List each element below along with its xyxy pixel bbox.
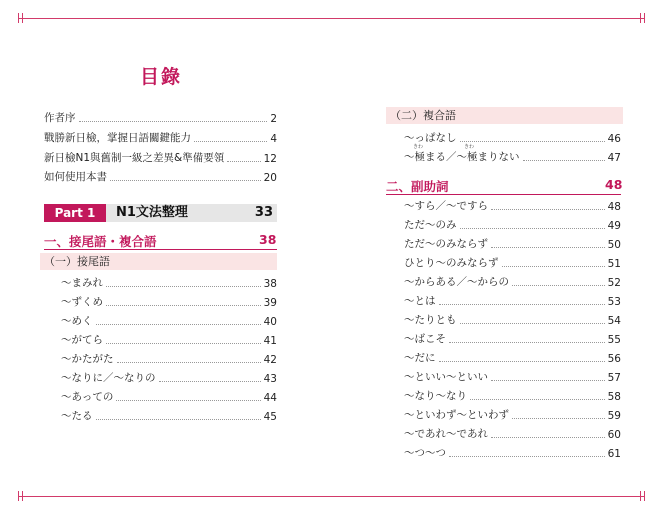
toc-entry-page: 49	[607, 220, 621, 232]
dot-leader	[512, 417, 605, 419]
dot-leader	[96, 418, 261, 420]
toc-entry[interactable]	[404, 256, 621, 270]
toc-entry-text: ただ～のみ	[404, 219, 457, 231]
toc-entry-text: ～だに	[404, 352, 436, 364]
bottom-left-tick	[18, 491, 19, 501]
dot-leader	[117, 361, 261, 363]
part-page: 33	[254, 205, 273, 220]
toc-entry[interactable]	[44, 111, 277, 125]
toc-entry-page: 38	[263, 278, 277, 290]
toc-entry-text: ～かたがた	[61, 353, 114, 365]
toc-entry-page: 53	[607, 296, 621, 308]
section-heading[interactable]: 二、副助詞	[386, 179, 449, 194]
toc-entry-page: 12	[263, 153, 277, 165]
toc-entry[interactable]	[404, 237, 621, 251]
section-page: 48	[605, 177, 623, 192]
toc-entry-page: 54	[607, 315, 621, 327]
toc-entry[interactable]	[404, 131, 621, 145]
toc-entry[interactable]	[404, 275, 621, 289]
toc-entry-page: 59	[607, 410, 621, 422]
bottom-left-tick	[22, 491, 23, 501]
toc-entry-page: 2	[270, 113, 277, 125]
toc-entry-text: ひとり～のみならず	[404, 257, 499, 269]
dot-leader	[491, 246, 605, 248]
dot-leader	[106, 342, 261, 344]
toc-entry[interactable]	[404, 389, 621, 403]
toc-entry[interactable]	[61, 314, 277, 328]
toc-entry[interactable]	[404, 313, 621, 327]
toc-entry-page: 20	[263, 172, 277, 184]
toc-entry-page: 40	[263, 316, 277, 328]
dot-leader	[227, 160, 260, 162]
toc-entry-text: ～たる	[61, 410, 93, 422]
dot-leader	[460, 322, 605, 324]
toc-entry-text: ～ばこそ	[404, 333, 446, 345]
toc-entry-page: 56	[607, 353, 621, 365]
dot-leader	[449, 341, 605, 343]
toc-entry-text: ～といい～といい	[404, 371, 488, 383]
dot-leader	[96, 323, 261, 325]
toc-entry[interactable]	[404, 294, 621, 308]
section-page: 38	[259, 232, 277, 247]
furigana: きわ	[413, 144, 424, 150]
toc-entry[interactable]	[404, 408, 621, 422]
toc-entry[interactable]	[44, 131, 277, 145]
part-tag: Part 1	[44, 204, 106, 222]
dot-leader	[460, 227, 605, 229]
dot-leader	[502, 265, 605, 267]
toc-entry[interactable]	[61, 333, 277, 347]
toc-entry-page: 47	[607, 152, 621, 164]
toc-entry-page: 51	[607, 258, 621, 270]
dot-leader	[439, 303, 605, 305]
dot-leader	[439, 360, 605, 362]
toc-entry[interactable]	[61, 352, 277, 366]
toc-entry-page: 42	[263, 354, 277, 366]
dot-leader	[106, 285, 261, 287]
top-left-tick	[18, 13, 19, 23]
top-right-tick	[640, 13, 641, 23]
dot-leader	[460, 140, 605, 142]
toc-entry-text: ～あっての	[61, 391, 114, 403]
top-right-tick	[644, 13, 645, 23]
toc-entry[interactable]	[61, 371, 277, 385]
toc-entry-text: ～なり～なり	[404, 390, 467, 402]
toc-entry-text: ～極まる／～極まりない	[404, 151, 520, 163]
dot-leader	[512, 284, 605, 286]
toc-entry-text: 如何使用本書	[44, 171, 107, 183]
dot-leader	[79, 120, 268, 122]
dot-leader	[116, 399, 260, 401]
section-heading[interactable]: 一、接尾語・複合語	[44, 234, 157, 249]
toc-entry-page: 58	[607, 391, 621, 403]
dot-leader	[491, 379, 605, 381]
section-underline	[44, 249, 277, 250]
bottom-border-line	[18, 496, 645, 497]
toc-entry-text: 新日檢N1與舊制一級之差異&準備要領	[44, 152, 225, 164]
toc-entry-page: 50	[607, 239, 621, 251]
bottom-right-tick	[640, 491, 641, 501]
toc-entry-text: ～まみれ	[61, 277, 103, 289]
toc-entry[interactable]	[44, 151, 277, 165]
subsection-heading[interactable]: （一）接尾語	[40, 253, 277, 270]
toc-entry-text: ～つ～つ	[404, 447, 446, 459]
toc-entry-text: ～といわず～といわず	[404, 409, 509, 421]
toc-entry-page: 52	[607, 277, 621, 289]
bottom-right-tick	[644, 491, 645, 501]
toc-entry-text: ～からある／～からの	[404, 276, 509, 288]
toc-entry-page: 60	[607, 429, 621, 441]
toc-entry-text: ただ～のみならず	[404, 238, 488, 250]
toc-entry-text: ～めく	[61, 315, 93, 327]
toc-entry-text: 作者序	[44, 112, 76, 124]
dot-leader	[470, 398, 605, 400]
toc-entry[interactable]	[404, 218, 621, 232]
furigana: きわ	[464, 144, 475, 150]
toc-entry[interactable]	[44, 170, 277, 184]
dot-leader	[523, 159, 605, 161]
toc-entry[interactable]	[404, 150, 621, 164]
toc-entry[interactable]	[61, 409, 277, 423]
dot-leader	[491, 436, 605, 438]
toc-entry-text: ～とは	[404, 295, 436, 307]
toc-entry-page: 4	[270, 133, 277, 145]
toc-entry-text: 戰勝新日檢，掌握日語關鍵能力	[44, 132, 191, 144]
toc-entry[interactable]	[404, 199, 621, 213]
toc-entry[interactable]	[61, 390, 277, 404]
toc-entry-page: 45	[263, 411, 277, 423]
dot-leader	[106, 304, 261, 306]
part-heading[interactable]	[44, 204, 277, 222]
dot-leader	[159, 380, 261, 382]
top-border-line	[18, 18, 645, 19]
toc-entry[interactable]	[404, 446, 621, 460]
toc-entry-page: 48	[607, 201, 621, 213]
toc-entry-text: ～すら／～ですら	[404, 200, 488, 212]
toc-entry-text: ～がてら	[61, 334, 103, 346]
toc-entry[interactable]	[61, 295, 277, 309]
toc-entry-page: 61	[607, 448, 621, 460]
part-name: N1文法整理	[116, 205, 188, 220]
toc-entry-page: 46	[607, 133, 621, 145]
toc-entry-page: 41	[263, 335, 277, 347]
toc-entry-page: 39	[263, 297, 277, 309]
dot-leader	[194, 140, 267, 142]
toc-entry[interactable]	[404, 332, 621, 346]
toc-entry[interactable]	[404, 351, 621, 365]
page-title: 目錄	[140, 66, 183, 88]
toc-entry-page: 44	[263, 392, 277, 404]
toc-entry[interactable]	[404, 370, 621, 384]
dot-leader	[110, 179, 261, 181]
toc-entry-text: ～たりとも	[404, 314, 457, 326]
subsection-heading[interactable]: （二）複合語	[386, 107, 623, 124]
top-left-tick	[22, 13, 23, 23]
toc-entry-text: ～っぱなし	[404, 132, 457, 144]
toc-entry-text: ～ずくめ	[61, 296, 103, 308]
toc-entry[interactable]	[61, 276, 277, 290]
toc-entry-text: ～なりに／～なりの	[61, 372, 156, 384]
toc-entry-page: 43	[263, 373, 277, 385]
toc-entry-page: 55	[607, 334, 621, 346]
section-underline	[386, 194, 621, 195]
toc-entry-text: ～であれ～であれ	[404, 428, 488, 440]
toc-entry-page: 57	[607, 372, 621, 384]
dot-leader	[491, 208, 605, 210]
toc-entry[interactable]	[404, 427, 621, 441]
dot-leader	[449, 455, 605, 457]
